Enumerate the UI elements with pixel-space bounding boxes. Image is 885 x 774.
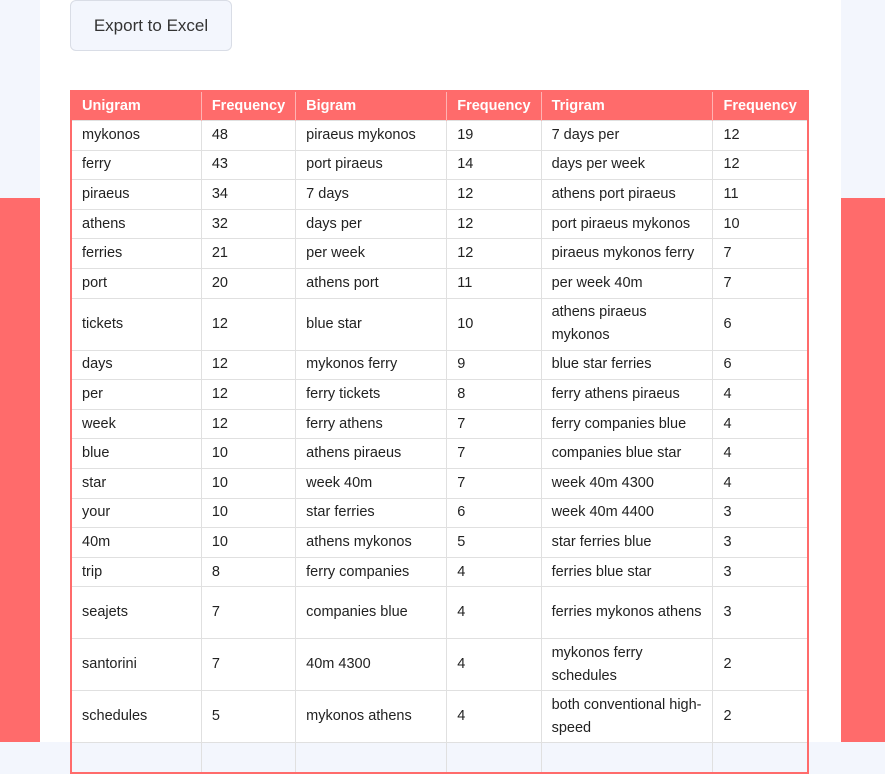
bigram-cell: ferry athens	[296, 409, 447, 439]
bigram-cell	[296, 743, 447, 773]
unigram-frequency-cell: 34	[201, 180, 295, 210]
bigram-cell: companies blue	[296, 587, 447, 639]
table-row	[71, 239, 808, 269]
unigram-frequency-cell: 8	[201, 557, 295, 587]
unigram-cell: schedules	[71, 691, 201, 743]
trigram-cell: ferry companies blue	[541, 409, 713, 439]
bigram-frequency-cell: 12	[447, 209, 541, 239]
unigram-cell: mykonos	[71, 121, 201, 151]
table-row	[71, 298, 808, 350]
bigram-frequency-cell: 8	[447, 380, 541, 410]
bigram-cell: 40m 4300	[296, 639, 447, 691]
trigram-cell: week 40m 4400	[541, 498, 713, 528]
unigram-frequency-cell: 10	[201, 468, 295, 498]
table-row	[71, 587, 808, 639]
trigram-frequency-cell: 7	[713, 268, 808, 298]
bigram-frequency-cell	[447, 743, 541, 773]
table-row	[71, 691, 808, 743]
table-row	[71, 743, 808, 773]
trigram-frequency-cell: 12	[713, 150, 808, 180]
bigram-frequency-cell: 10	[447, 298, 541, 350]
table-row	[71, 468, 808, 498]
table-row	[71, 350, 808, 380]
table-row	[71, 380, 808, 410]
table-row	[71, 180, 808, 210]
column-header-trigram[interactable]: Trigram	[541, 91, 713, 121]
table-row	[71, 209, 808, 239]
bigram-frequency-cell: 14	[447, 150, 541, 180]
trigram-cell: blue star ferries	[541, 350, 713, 380]
unigram-cell: tickets	[71, 298, 201, 350]
unigram-frequency-cell: 7	[201, 639, 295, 691]
bigram-cell: per week	[296, 239, 447, 269]
bigram-cell: ferry tickets	[296, 380, 447, 410]
unigram-cell: blue	[71, 439, 201, 469]
unigram-frequency-cell: 10	[201, 439, 295, 469]
unigram-cell: athens	[71, 209, 201, 239]
bigram-cell: week 40m	[296, 468, 447, 498]
unigram-cell: trip	[71, 557, 201, 587]
column-header-unigram[interactable]: Unigram	[71, 91, 201, 121]
unigram-frequency-cell: 12	[201, 350, 295, 380]
table-row	[71, 439, 808, 469]
trigram-cell: port piraeus mykonos	[541, 209, 713, 239]
bigram-cell: mykonos ferry	[296, 350, 447, 380]
trigram-frequency-cell: 10	[713, 209, 808, 239]
unigram-cell: your	[71, 498, 201, 528]
export-to-excel-button[interactable]: Export to Excel	[70, 0, 232, 51]
unigram-frequency-cell: 12	[201, 409, 295, 439]
unigram-frequency-cell: 43	[201, 150, 295, 180]
bigram-frequency-cell: 7	[447, 468, 541, 498]
table-row	[71, 268, 808, 298]
trigram-frequency-cell: 3	[713, 528, 808, 558]
bigram-frequency-cell: 9	[447, 350, 541, 380]
unigram-frequency-cell: 10	[201, 498, 295, 528]
unigram-cell: piraeus	[71, 180, 201, 210]
column-header-bigram[interactable]: Bigram	[296, 91, 447, 121]
column-header-bigram-frequency[interactable]: Frequency	[447, 91, 541, 121]
trigram-frequency-cell: 4	[713, 468, 808, 498]
unigram-cell: star	[71, 468, 201, 498]
table-header-row	[71, 91, 808, 121]
trigram-frequency-cell: 4	[713, 380, 808, 410]
bigram-frequency-cell: 4	[447, 691, 541, 743]
bigram-frequency-cell: 4	[447, 557, 541, 587]
table-row	[71, 639, 808, 691]
table-row	[71, 121, 808, 151]
bigram-frequency-cell: 7	[447, 409, 541, 439]
unigram-frequency-cell: 21	[201, 239, 295, 269]
bigram-cell: blue star	[296, 298, 447, 350]
unigram-frequency-cell: 20	[201, 268, 295, 298]
bigram-cell: piraeus mykonos	[296, 121, 447, 151]
table-row	[71, 557, 808, 587]
unigram-frequency-cell: 32	[201, 209, 295, 239]
bigram-frequency-cell: 5	[447, 528, 541, 558]
bigram-frequency-cell: 7	[447, 439, 541, 469]
trigram-cell: both conventional high-speed	[541, 691, 713, 743]
bigram-cell: athens port	[296, 268, 447, 298]
unigram-frequency-cell: 12	[201, 298, 295, 350]
unigram-cell: santorini	[71, 639, 201, 691]
bigram-frequency-cell: 11	[447, 268, 541, 298]
bigram-cell: star ferries	[296, 498, 447, 528]
trigram-cell: athens piraeus mykonos	[541, 298, 713, 350]
trigram-frequency-cell: 2	[713, 691, 808, 743]
ngram-frequency-table	[70, 90, 809, 774]
bigram-frequency-cell: 4	[447, 639, 541, 691]
trigram-cell: week 40m 4300	[541, 468, 713, 498]
bigram-frequency-cell: 6	[447, 498, 541, 528]
trigram-frequency-cell: 12	[713, 121, 808, 151]
unigram-frequency-cell: 48	[201, 121, 295, 151]
trigram-cell: 7 days per	[541, 121, 713, 151]
trigram-frequency-cell: 6	[713, 298, 808, 350]
trigram-frequency-cell: 4	[713, 439, 808, 469]
unigram-cell: days	[71, 350, 201, 380]
trigram-frequency-cell: 7	[713, 239, 808, 269]
unigram-frequency-cell: 5	[201, 691, 295, 743]
bigram-cell: mykonos athens	[296, 691, 447, 743]
trigram-cell: star ferries blue	[541, 528, 713, 558]
table-row	[71, 528, 808, 558]
trigram-cell: ferries blue star	[541, 557, 713, 587]
table-row	[71, 498, 808, 528]
trigram-cell: days per week	[541, 150, 713, 180]
trigram-cell: athens port piraeus	[541, 180, 713, 210]
main-container	[40, 0, 841, 742]
trigram-cell: per week 40m	[541, 268, 713, 298]
bigram-cell: port piraeus	[296, 150, 447, 180]
trigram-cell: mykonos ferry schedules	[541, 639, 713, 691]
trigram-cell: ferry athens piraeus	[541, 380, 713, 410]
unigram-frequency-cell: 10	[201, 528, 295, 558]
trigram-frequency-cell: 3	[713, 557, 808, 587]
unigram-cell: ferry	[71, 150, 201, 180]
trigram-cell: piraeus mykonos ferry	[541, 239, 713, 269]
bigram-frequency-cell: 12	[447, 180, 541, 210]
column-header-trigram-frequency[interactable]: Frequency	[713, 91, 808, 121]
trigram-frequency-cell: 4	[713, 409, 808, 439]
bigram-frequency-cell: 19	[447, 121, 541, 151]
trigram-frequency-cell: 3	[713, 587, 808, 639]
unigram-cell: per	[71, 380, 201, 410]
unigram-cell	[71, 743, 201, 773]
trigram-frequency-cell: 6	[713, 350, 808, 380]
unigram-cell: week	[71, 409, 201, 439]
unigram-frequency-cell	[201, 743, 295, 773]
bigram-cell: athens piraeus	[296, 439, 447, 469]
bigram-frequency-cell: 12	[447, 239, 541, 269]
trigram-cell: ferries mykonos athens	[541, 587, 713, 639]
bigram-cell: ferry companies	[296, 557, 447, 587]
trigram-frequency-cell: 2	[713, 639, 808, 691]
trigram-cell	[541, 743, 713, 773]
bigram-cell: days per	[296, 209, 447, 239]
unigram-cell: seajets	[71, 587, 201, 639]
table-row	[71, 150, 808, 180]
bigram-cell: 7 days	[296, 180, 447, 210]
unigram-cell: port	[71, 268, 201, 298]
unigram-frequency-cell: 7	[201, 587, 295, 639]
trigram-frequency-cell: 11	[713, 180, 808, 210]
bigram-cell: athens mykonos	[296, 528, 447, 558]
unigram-cell: 40m	[71, 528, 201, 558]
table-row	[71, 409, 808, 439]
bigram-frequency-cell: 4	[447, 587, 541, 639]
trigram-frequency-cell: 3	[713, 498, 808, 528]
unigram-frequency-cell: 12	[201, 380, 295, 410]
trigram-cell: companies blue star	[541, 439, 713, 469]
column-header-unigram-frequency[interactable]: Frequency	[201, 91, 295, 121]
trigram-frequency-cell	[713, 743, 808, 773]
unigram-cell: ferries	[71, 239, 201, 269]
